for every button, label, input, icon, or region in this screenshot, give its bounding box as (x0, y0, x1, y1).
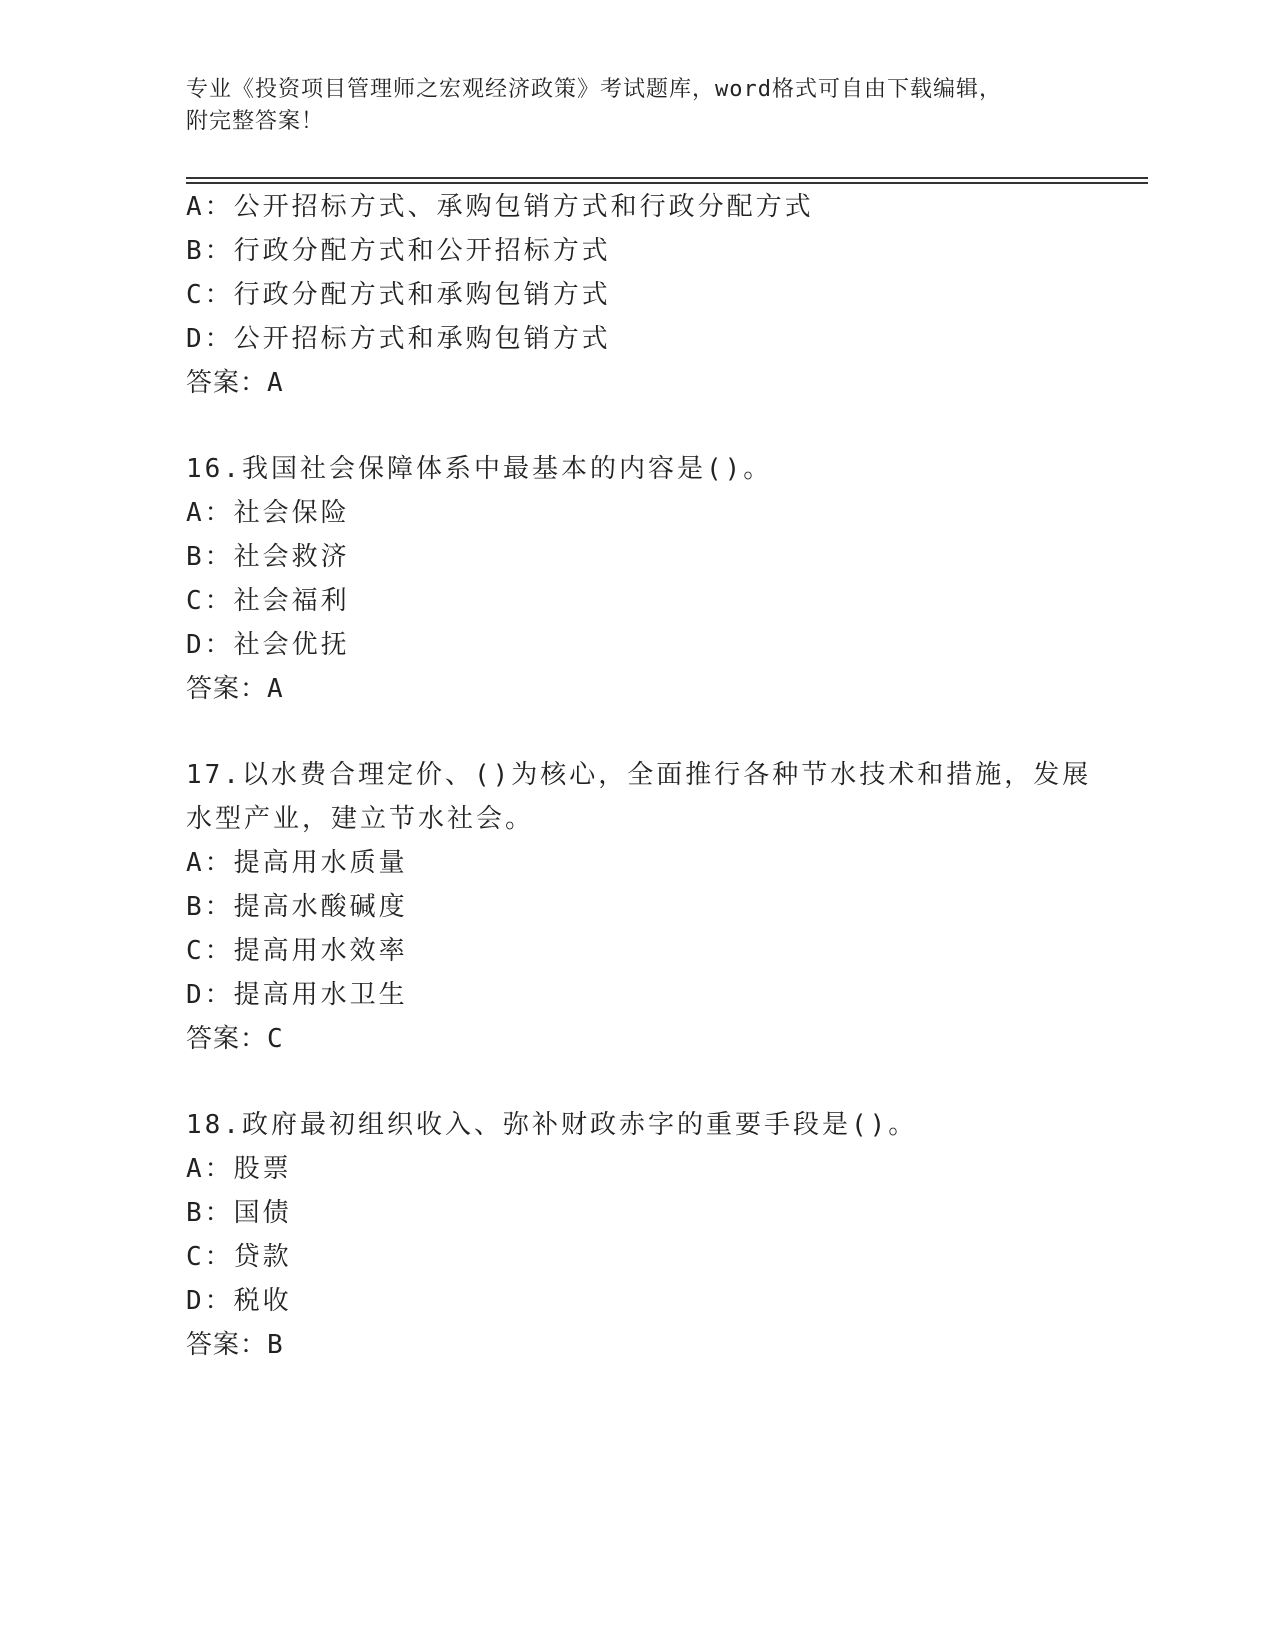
q18-answer (186, 1328, 284, 1362)
q16-option-b: B：社会救济 (186, 542, 350, 572)
header-line-2: 附完整答案！ (186, 109, 325, 134)
q17-stem-line-1: 17.以水费合理定价、()为核心，全面推行各种节水技术和措施，发展 (186, 760, 1092, 790)
answer-label: 答案： (186, 674, 268, 704)
answer-label: 答案： (186, 368, 268, 398)
q15-answer (186, 366, 284, 400)
q18-stem: 18.政府最初组织收入、弥补财政赤字的重要手段是()。 (186, 1110, 918, 1140)
q15-option-d: D：公开招标方式和承购包销方式 (186, 324, 611, 354)
document-header (186, 74, 1066, 138)
q16-option-a: A：社会保险 (186, 498, 350, 528)
answer-value: B (267, 1330, 284, 1360)
answer-label: 答案： (186, 1330, 268, 1360)
q18-option-d: D：税收 (186, 1286, 292, 1316)
q17-option-d: D：提高用水卫生 (186, 980, 408, 1010)
q17-option-a: A：提高用水质量 (186, 848, 408, 878)
header-divider-top (186, 177, 1148, 179)
q17-option-c: C：提高用水效率 (186, 936, 408, 966)
q15-option-a: A：公开招标方式、承购包销方式和行政分配方式 (186, 192, 814, 222)
q15-option-c: C：行政分配方式和承购包销方式 (186, 280, 611, 310)
q18-option-c: C：贷款 (186, 1242, 292, 1272)
q17-option-b: B：提高水酸碱度 (186, 892, 408, 922)
answer-value: C (267, 1024, 284, 1054)
answer-label: 答案： (186, 1024, 268, 1054)
answer-value: A (267, 368, 284, 398)
header-line-1: 专业《投资项目管理师之宏观经济政策》考试题库，word格式可自由下载编辑， (186, 77, 1002, 102)
q18-option-a: A：股票 (186, 1154, 292, 1184)
q17-stem-line-2: 水型产业，建立节水社会。 (186, 804, 535, 834)
answer-value: A (267, 674, 284, 704)
q15-option-b: B：行政分配方式和公开招标方式 (186, 236, 611, 266)
q16-stem: 16.我国社会保障体系中最基本的内容是()。 (186, 454, 773, 484)
header-divider-bottom (186, 182, 1148, 184)
q17-answer (186, 1022, 284, 1056)
q18-option-b: B：国债 (186, 1198, 292, 1228)
q16-option-c: C：社会福利 (186, 586, 350, 616)
q16-answer (186, 672, 284, 706)
q16-option-d: D：社会优抚 (186, 630, 350, 660)
